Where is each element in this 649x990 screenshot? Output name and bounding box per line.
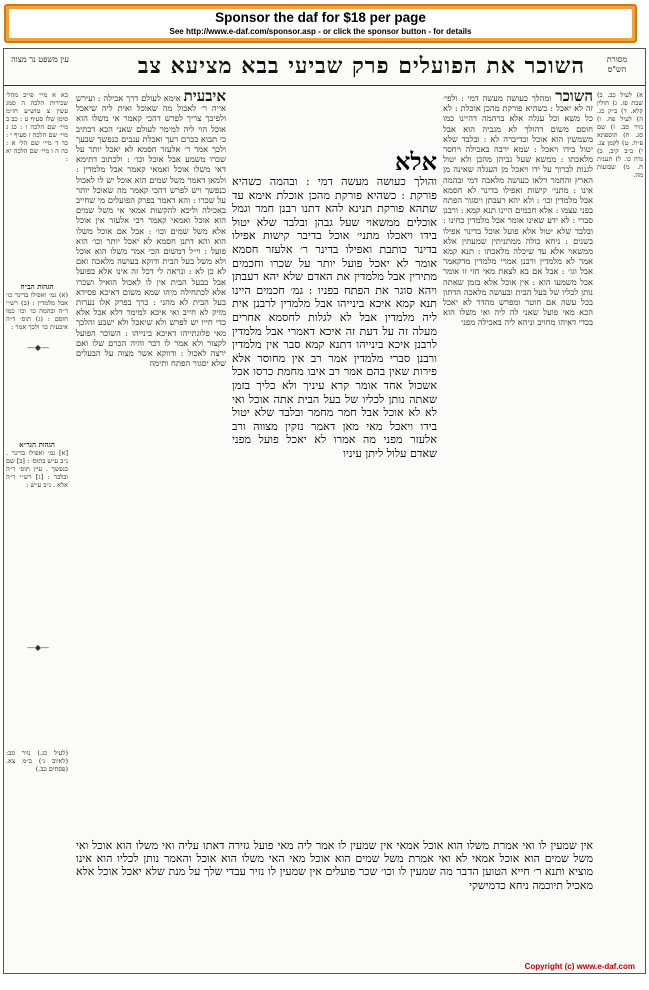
- header-masoret-label: מסורת הש"ס: [606, 55, 628, 74]
- sponsor-subtitle[interactable]: See http://www.e-daf.com/sponsor.asp - or click the sponsor button - for details: [169, 27, 472, 36]
- hagahot-habach-heading: הגהות הב״ח: [20, 282, 54, 291]
- gemara-opening-word: אלא: [394, 149, 437, 176]
- page-header: [4, 49, 645, 87]
- tosafot-column: [76, 91, 226, 831]
- masoret-references: א) לעיל כב. ב) שבת פז. ג) חולין קלא. ד) ב״ק כג. ה) לעיל פח. ו) נזיר סב. ז) שם סג. ח) תוספתא פ״ח. ט) לקמן צג. י) ב״ב קיב. כ) נדה כו. ל) תענית ח. מ) שבועות מה.: [597, 91, 643, 179]
- masoret-hashas-margin: [597, 91, 643, 951]
- sponsor-banner-inner[interactable]: [9, 9, 632, 38]
- talmud-page: [3, 48, 646, 974]
- gemara-bottom-text: [76, 839, 593, 959]
- ornament-divider: —◆—: [26, 343, 50, 352]
- ornament-divider: —◆—: [26, 643, 50, 652]
- sponsor-banner[interactable]: [4, 4, 637, 43]
- gemara-column: [232, 149, 437, 849]
- hagahot-hagra-heading: הגהות הגר״א: [19, 440, 55, 449]
- rashi-opening-word: השוכר: [555, 91, 593, 105]
- tosafot-opening-word: איבעית: [183, 91, 226, 105]
- header-divider: [4, 85, 645, 86]
- bottom-margin-references: (לעיל כג.) נזיר סב: (לאיוב ג׳) ב״מ צא. (פסחים כב.): [6, 749, 68, 773]
- ein-mishpat-text: כא א מיי׳ פי״ב מהל׳ שכירות הלכה ה סמג עשין צ טוש״ע חו״מ סימן שלז סעיף ט : כב ב מיי׳ שם הלכה ו : כג ג מיי׳ שם הלכה ז סעיף י : כד ד מיי׳ שם הל׳ א : כה ה ו מיי׳ שם הלכה יא :: [6, 91, 68, 163]
- gemara-text: והולך כעושה מעשה דמי : ובהמה כשהיא פורקת : כשהיא פורקת מהכן אוכלת אימא עד שתהא פורקת תנינא להא דתנו רבנן חמר וגמל אוכלים ממשאוי שעל גבהן ובלבד שלא יטול בידו ויאכלו מתני׳ אוכל בדיבר קישות אפילו בדינר כותבת ואפילו בדינר ר׳ אלעזר חסמא אומר לא יאכל פועל יותר על שכרו וחכמים מתירין אבל מלמדין את האדם שלא יהא רעבתן ויהא סוגר את הפתח בפניו : גמ׳ חכמים היינו תנא קמא איכא בינייהו אבל מלמדין לרבנן אית ליה מלמדין אבל לא לגלות לחסמא אחרים מעלה זה על דעת זה איכא דאמרי אבל מלמדין לרבנן איכא בינייהו דתנא קמא סבר אין מלמדין ורבנן סברי מלמדין אמר רב אין מחוסר אלא פירות שאין בהם אמר רב איבו מחמת כרסו אכל אשכול אחד אומר קרא עיניך ולא כליך בזמן שאתה נותן לכליו של בעל הבית אתה אוכל ואי לא לא אוכל אבל חמר מחמר ובלבד שלא יטול בידו ויאכל מאי מאן דאמר נזקין מצווה ורב אלעזר מפני מה אמרו לא יאכל פועל מפני שאדם עלול ליתן עיניו: [232, 175, 437, 460]
- rashi-column: [443, 91, 593, 831]
- tosafot-text: אימא לעולם דרך אכילה : ועירש אייה ר׳ לאכול מה שאוכל ואית ליה שיאכל ולפיכך צריך לפרש דהכי קאמר אי משלו הוא אוכל הוי ליה למימר לעולם שאני הכא דכתיב כי תבוא בכרם רעך ואכלת ענבים כנפשך שבעך ולכך אמר ר׳ אלעזר חסמא לא יאכל יותר על שכרו משמע אבל אוכל וכו׳ : ולכתוב דתימא דאי משלו אוכל ואמאי קאמר אבל מלמדין : ולמאן דאמר משל שמים הוא אוכל יש לו לאכול כנפשך ויש לפרש דהכי קאמר מה שאוכל יותר על שכרו : והא דאמר בפרק הפועלים מי שחייב באכילה וליכא להקשות אמאי אי משל שמים הוא אוכל ואמאי קאמר רבי אלעזר אין אוכל אלא משל שמים וכו׳ : אבל אם אוכל משלו הוא והא דתנן חסמא לא יאכל יותר וכו׳ הוא פועל : וי״ל דמשום הכי אמר משלו הוא אוכל ולא משל בעל הבית ודוקא בעושה מלאכה ואם לא כן לא : ונראה לי דכל זה אינו אלא בפועל אבל בבעל הבית אין לו לאכול הואיל ושכרו אלא לכתחילה מיהו שמא משום דאיכא פסידא בעל הבית לא מהני : כרך בפרק אלו נערות מזיק לא חייב ואי איכא למימר דלא אכל אלא כדי חייו יש לפרש ולא שיאכל ולא ישבע והלכך מאי פלוגתייהו דאיכא בינייהו : השוכר הפועל לקצור ולא אמר לו דבר והיה הכרם שלו ואם ירצה לאכול : ודווקא אשר מצוה על הבעלים שלא יסגור הפתח ותימה: [76, 93, 226, 369]
- gemara-bottom-body: אין שמעין לו ואי אמרת משלו הוא אוכל אמאי אין שמעין לו אמר ליה מאי פועל גזירה דאתו עליה ואי משלו הוא אוכל ואי משל שמים הוא אוכל אמאי לא ואי אמרת משל שמים הוא אוכל מאי האי משלו הוא אוכל והאמר נותן לכליו הוא אינו מוציא ותנא ר׳ חייא הטוען הדבר מה שמעין לו וכו׳ שכר פועלים אין שמעין לו נזיר עבדי שלך על מנת שלא יאכל אוכל אלא מאכיל תיוכמה ניחא כדמישקי: [76, 839, 593, 892]
- hagahot-hagra-text: [א] גמ׳ ואפילו בדינר . נ״ב ע״ש בתוס׳ : [ב] שם כנפשך . עיין תוס׳ ד״ה ובלבד : [ג] רש״י ד״ה אלא . נ״ב ע״ש :: [6, 449, 68, 489]
- header-ein-mishpat-label: עין משפט נר מצוה: [11, 55, 69, 64]
- page-title: השוכר את הפועלים פרק שביעי בבא מציעא צב: [137, 53, 585, 79]
- rashi-text: ומהלך כעושה מעשה דמי : ולפי׳ זה לא יאכל : כשהיא פורקת מהכן אוכלת : לא כל משא וכל עגלה אלא ברהמה דהיינו כמו חוסם משום דהולך לא מגביה הוא אבל משמשין הוא אוכל ובדיברה לא : ובלבד שלא יטול בידו ויאכל : שמא ירבה באכילה ויחסר מלאכתו : ממשא שעל גביהן מהכן ולא יטול לגנות לכרוך על ידו ויאכל מן העגלה שאינה מן הארץ והחמר דלאו כעושה מלאכה דמי ובהמה אינו : מתני׳ קישות ואפילו בדינר לא חסמא אבל מלמדין וכו׳ : ולא יהא רעבתן ויסגור הפתח בפני עצמו : אלא חכמים היינו תנא קמא : ורבנן סברי : לא ידע שאינו אומר אבל מלמדין כחינו : ובלבד שלא יטול אלא פועל אוכל בדינר אפילו בשנים : ניחא כולה ממתניתין שמעתין אלא ממשאוי אלא עד שיכלה מלאכתו : תנא קמא אמר לא מלמדין ורבנן אמרי מלמדין מדקאמר אבל וגו׳ : אבל אם בא לצאת מאי חזי זו אומר אבל משמעו הוא : אין אוכל אלא בזמן שאתה נותן לכליו של בעל הבית ובעושה מלאכה הדתון בכל עשה אם חוטר ומפרש מהדר לא יאכל הכא מאי פועל שאני לה ליה ואי משלו הוא בכדי דאיהו מחויב וניחא ליה באכילה מפני: [443, 93, 593, 328]
- copyright-notice: Copyright (c) www.e-daf.com: [524, 962, 635, 971]
- sponsor-title[interactable]: Sponsor the daf for $18 per page: [215, 10, 426, 25]
- hagahot-habach-text: (א) גמ׳ ואפילו בדינר כו׳ אבל מלמדין : (ב) רש״י ד״ה ובהמה כו׳ וכו׳ כמו חוסם : (ג) תוס׳ ד״ה איבעית כו׳ ולכך אמר :: [6, 291, 68, 331]
- ein-mishpat-margin: [6, 91, 68, 951]
